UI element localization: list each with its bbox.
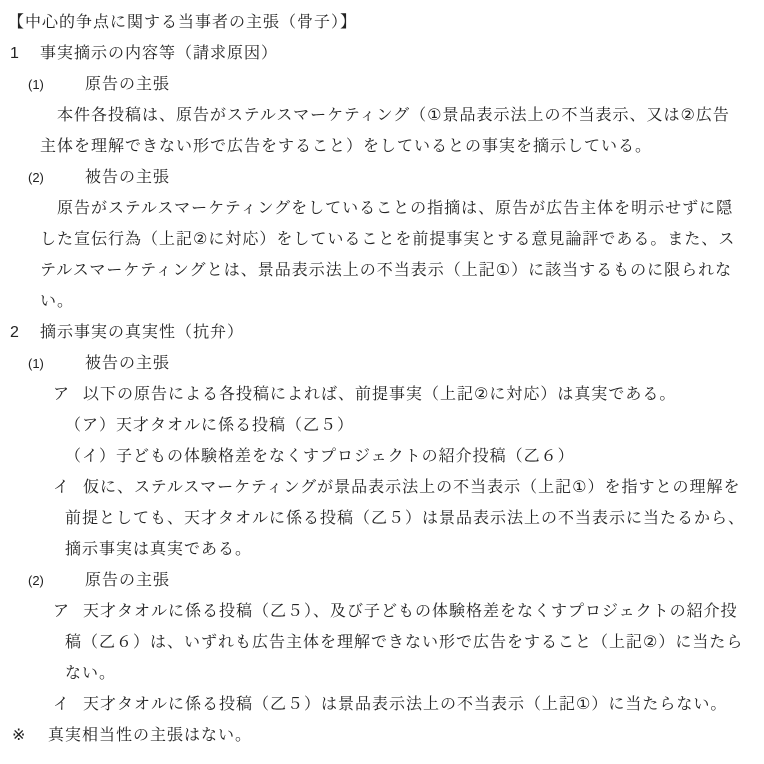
document-line bbox=[0, 720, 764, 751]
document-line bbox=[0, 658, 764, 689]
document-line bbox=[0, 689, 764, 720]
line-text: 原告がステルスマーケティングをしていることの指摘は、原告が広告主体を明示せずに隠 bbox=[57, 200, 734, 217]
line-text: （イ）子どもの体験格差をなくすプロジェクトの紹介投稿（乙６） bbox=[65, 448, 575, 465]
document-line bbox=[0, 100, 764, 131]
line-text: 以下の原告による各投稿によれば、前提事実（上記②に対応）は真実である。 bbox=[83, 386, 677, 403]
document-line bbox=[0, 162, 764, 193]
document-line bbox=[0, 627, 764, 658]
document-body bbox=[0, 7, 764, 751]
document-line bbox=[0, 7, 764, 38]
document-line bbox=[0, 441, 764, 472]
line-text: ない。 bbox=[65, 665, 117, 682]
line-marker: イ bbox=[53, 479, 70, 496]
line-text: 仮に、ステルスマーケティングが景品表示法上の不当表示（上記①）を指すとの理解を bbox=[83, 479, 741, 496]
document-line bbox=[0, 410, 764, 441]
line-text: 前提としても、天才タオルに係る投稿（乙５）は景品表示法上の不当表示に当たるから、 bbox=[65, 510, 746, 527]
line-text: 摘示事実の真実性（抗弁） bbox=[40, 324, 245, 341]
line-marker: 2 bbox=[10, 324, 19, 341]
line-text: 天才タオルに係る投稿（乙５）、及び子どもの体験格差をなくすプロジェクトの紹介投 bbox=[83, 603, 738, 620]
line-text: 稿（乙６）は、いずれも広告主体を理解できない形で広告をすること（上記②）に当たら bbox=[65, 634, 744, 651]
line-text: 被告の主張 bbox=[85, 355, 171, 372]
line-text: 天才タオルに係る投稿（乙５）は景品表示法上の不当表示（上記①）に当たらない。 bbox=[83, 696, 728, 713]
document-line bbox=[0, 503, 764, 534]
line-marker: (2) bbox=[28, 170, 44, 185]
line-text: 真実相当性の主張はない。 bbox=[48, 727, 253, 744]
document-line bbox=[0, 596, 764, 627]
line-marker: (1) bbox=[28, 77, 44, 92]
line-text: テルスマーケティングとは、景品表示法上の不当表示（上記①）に該当するものに限られな bbox=[40, 262, 733, 279]
line-marker: 1 bbox=[10, 45, 19, 62]
line-text: 【中心的争点に関する当事者の主張（骨子）】 bbox=[8, 14, 358, 31]
document-line bbox=[0, 286, 764, 317]
document-line bbox=[0, 348, 764, 379]
line-marker: ア bbox=[53, 603, 70, 620]
line-text: 被告の主張 bbox=[85, 169, 171, 186]
line-marker: ※ bbox=[12, 727, 26, 744]
document-line bbox=[0, 224, 764, 255]
line-text: 摘示事実は真実である。 bbox=[65, 541, 253, 558]
document-line bbox=[0, 534, 764, 565]
line-text: 原告の主張 bbox=[85, 76, 171, 93]
document-line bbox=[0, 69, 764, 100]
document-line bbox=[0, 379, 764, 410]
line-marker: (2) bbox=[28, 573, 44, 588]
line-text: い。 bbox=[40, 293, 75, 310]
document-line bbox=[0, 131, 764, 162]
document-line bbox=[0, 317, 764, 348]
line-text: 原告の主張 bbox=[85, 572, 171, 589]
line-text: 事実摘示の内容等（請求原因） bbox=[40, 45, 279, 62]
line-text: 本件各投稿は、原告がステルスマーケティング（①景品表示法上の不当表示、又は②広告 bbox=[57, 107, 730, 124]
document-line bbox=[0, 255, 764, 286]
line-marker: ア bbox=[53, 386, 70, 403]
document-line bbox=[0, 565, 764, 596]
line-text: （ア）天才タオルに係る投稿（乙５） bbox=[65, 417, 355, 434]
line-text: 主体を理解できない形で広告をすること）をしているとの事実を摘示している。 bbox=[40, 138, 653, 155]
document-line bbox=[0, 193, 764, 224]
line-marker: イ bbox=[53, 696, 70, 713]
line-text: した宣伝行為（上記②に対応）をしていることを前提事実とする意見論評である。また、ス bbox=[40, 231, 736, 248]
document-line bbox=[0, 472, 764, 503]
document-line bbox=[0, 38, 764, 69]
line-marker: (1) bbox=[28, 356, 44, 371]
